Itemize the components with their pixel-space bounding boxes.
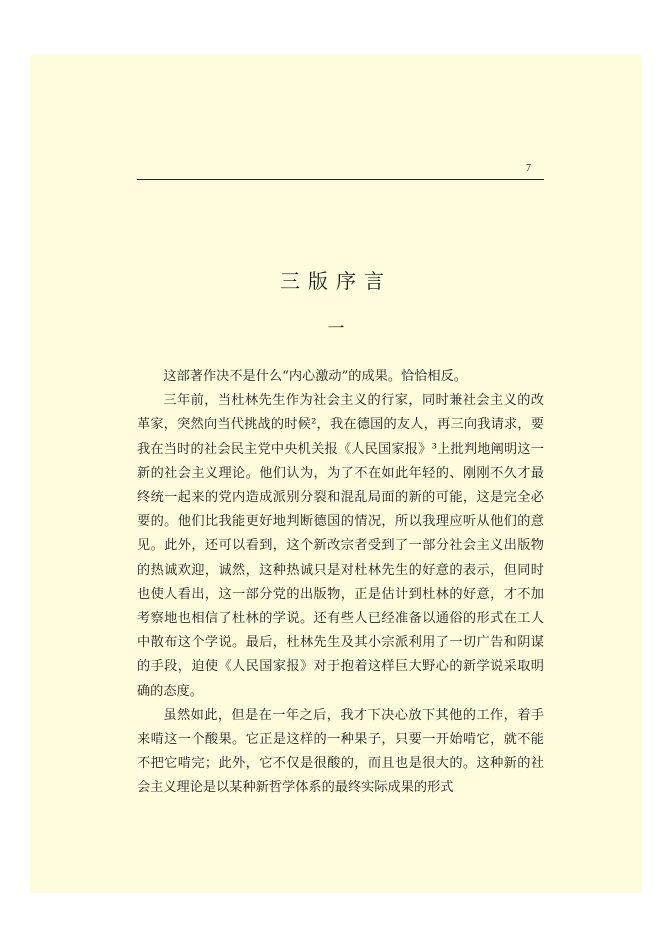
paragraph-3: 虽然如此，但是在一年之后，我才下决心放下其他的工作，着手来啃这一个酸果。它正是这样的一种果子，只要一开始啃它，就不能不把它啃完；此外，它不仅是很酸的，而且也是很大的。这种新的社会主义理论是以某种新哲学体系的最终实际成果的形式 [137, 707, 544, 796]
paragraph-2: 三年前，当杜林先生作为社会主义的行家，同时兼社会主义的改革家，突然向当代挑战的时候²，我在德国的友人，再三向我请求，要我在当时的社会民主党中央机关报《人民国家报》³上批判地阐明这一新的社会主义理论。他们认为，为了不在如此年轻的、刚刚不久才最终统一起来的党内造成派别分裂和混乱局面的新的可能，这是完全必要的。他们比我能更好地判断德国的情况，所以我理应听从他们的意见。此外，还可以看到，这个新改宗者受到了一部分社会主义出版物的热诚欢迎，诚然，这种热诚只是对杜林先生的好意的表示，但同时也使人看出，这一部分党的出版物，正是估计到杜林的好意，才不加考察地也相信了杜林的学说。还有些人已经准备以通俗的形式在工人中散布这个学说。最后，杜林先生及其小宗派利用了一切广告和阴谋的手段，迫使《人民国家报》对于抱着这样巨大野心的新学说采取明确的态度。 [137, 393, 544, 699]
body-text [137, 365, 544, 801]
section-number: 一 [327, 319, 345, 339]
chapter-title: 三版序言 [280, 269, 392, 293]
document-page [30, 55, 642, 893]
paragraph-1: 这部著作决不是什么“内心激动”的成果。恰恰相反。 [163, 369, 467, 384]
header-rule [137, 179, 544, 180]
page-number: 7 [526, 163, 531, 174]
